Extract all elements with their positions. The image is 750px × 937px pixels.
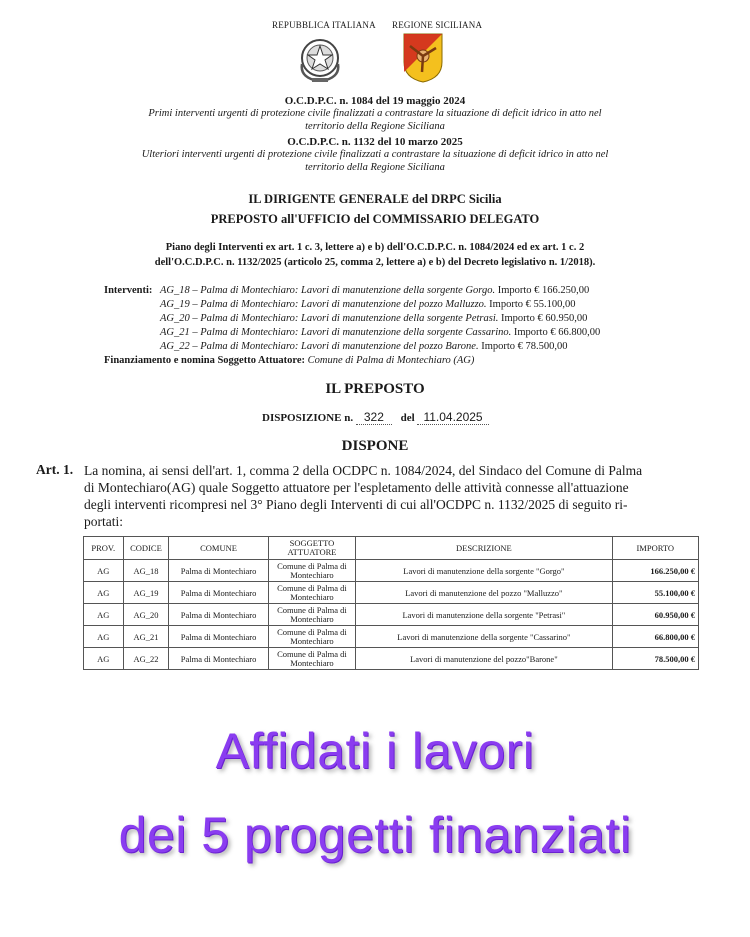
plan-line2: dell'O.C.D.P.C. n. 1132/2025 (articolo 25, comma 2, lettere a) e b) del Decreto legislativo n. 1/2018). bbox=[154, 257, 596, 268]
disposizione-line: DISPOSIZIONE n. 322 del 11.04.2025 bbox=[262, 410, 489, 424]
italian-republic-emblem-icon bbox=[296, 34, 344, 84]
interventions-table bbox=[83, 536, 699, 670]
funding-line: Finanziamento e nomina Soggetto Attuatore: Comune di Palma di Montechiaro (AG) bbox=[104, 355, 475, 366]
authority-line1: IL DIRIGENTE GENERALE del DRPC Sicilia bbox=[248, 192, 502, 206]
ordinance-1-line2: territorio della Regione Siciliana bbox=[305, 121, 445, 132]
plan-line1: Piano degli Interventi ex art. 1 c. 3, lettere a) e b) dell'O.C.D.P.C. n. 1084/2024 ed ex art. 1 c. 2 bbox=[165, 242, 585, 253]
article-label: Art. 1. bbox=[36, 462, 74, 477]
dispone-heading: DISPONE bbox=[341, 438, 409, 454]
authority-line2: PREPOSTO all'UFFICIO del COMMISSARIO DELEGATO bbox=[210, 212, 540, 226]
table-row: AG AG_21 Palma di Montechiaro Comune di Palma di Montechiaro Lavori di manutenzione della sorgente "Cassarino" 66.800,00 € bbox=[84, 626, 699, 648]
table-row: AG AG_18 Palma di Montechiaro Comune di Palma di Montechiaro Lavori di manutenzione della sorgente "Gorgo" 166.250,00 € bbox=[84, 560, 699, 582]
column-header: COMUNE bbox=[169, 537, 268, 560]
column-header: DESCRIZIONE bbox=[356, 537, 612, 560]
disposizione-date: 11.04.2025 bbox=[417, 410, 488, 425]
repubblica-label: REPUBBLICA ITALIANA bbox=[272, 20, 376, 30]
regione-label: REGIONE SICILIANA bbox=[392, 20, 483, 30]
column-header: PROV. bbox=[84, 537, 124, 560]
table-row: AG AG_22 Palma di Montechiaro Comune di Palma di Montechiaro Lavori di manutenzione del pozzo"Barone" 78.500,00 € bbox=[84, 648, 699, 670]
list-item: AG_19 – Palma di Montechiaro: Lavori di manutenzione del pozzo Malluzzo. Importo € 55.100,00 bbox=[160, 299, 576, 310]
ordinance-2-line1: Ulteriori interventi urgenti di protezione civile finalizzati a contrastare la situazione di deficit idrico in atto nel bbox=[141, 149, 609, 160]
table-row: AG AG_19 Palma di Montechiaro Comune di Palma di Montechiaro Lavori di manutenzione del pozzo "Malluzzo" 55.100,00 € bbox=[84, 582, 699, 604]
list-item: AG_22 – Palma di Montechiaro: Lavori di manutenzione del pozzo Barone. Importo € 78.500,00 bbox=[160, 341, 568, 352]
list-item: AG_20 – Palma di Montechiaro: Lavori di manutenzione della sorgente Petrasi. Importo € 60.950,00 bbox=[160, 313, 588, 324]
interventi-label: Interventi: bbox=[104, 285, 153, 296]
headline-line1: Affidati i lavori bbox=[215, 723, 535, 779]
sicily-region-emblem-icon bbox=[402, 32, 444, 84]
disposizione-number: 322 bbox=[356, 410, 392, 425]
ordinance-2-line2: territorio della Regione Siciliana bbox=[305, 162, 445, 173]
column-header: IMPORTO bbox=[612, 537, 699, 560]
list-item: AG_21 – Palma di Montechiaro: Lavori di manutenzione della sorgente Cassarino. Importo € 66.800,00 bbox=[160, 327, 601, 338]
ordinance-2-title: O.C.D.P.C. n. 1132 del 10 marzo 2025 bbox=[287, 136, 463, 148]
interventi-list bbox=[160, 284, 600, 354]
table-header-row bbox=[84, 537, 699, 560]
list-item: AG_18 – Palma di Montechiaro: Lavori di manutenzione della sorgente Gorgo. Importo € 166.250,00 bbox=[160, 285, 590, 296]
ordinance-1-line1: Primi interventi urgenti di protezione civile finalizzati a contrastare la situazione di deficit idrico in atto nel bbox=[148, 108, 602, 119]
column-header: CODICE bbox=[123, 537, 169, 560]
preposto-heading: IL PREPOSTO bbox=[325, 381, 425, 397]
table-row: AG AG_20 Palma di Montechiaro Comune di Palma di Montechiaro Lavori di manutenzione della sorgente "Petrasi" 60.950,00 € bbox=[84, 604, 699, 626]
column-header: SOGGETTO ATTUATORE bbox=[268, 537, 356, 560]
article-body: La nomina, ai sensi dell'art. 1, comma 2 della OCDPC n. 1084/2024, del Sindaco del Comune di Palma di Montechiaro(AG) quale Soggetto attuatore per l'espletamento delle attività connesse all'attuazione degli interventi ricompresi nel 3° Piano degli Interventi di cui all'OCDPC n. 1132/2025 di seguito ri- portati: bbox=[84, 463, 643, 529]
ordinance-1-title: O.C.D.P.C. n. 1084 del 19 maggio 2024 bbox=[284, 95, 466, 107]
headline-line2: dei 5 progetti finanziati bbox=[118, 807, 632, 863]
